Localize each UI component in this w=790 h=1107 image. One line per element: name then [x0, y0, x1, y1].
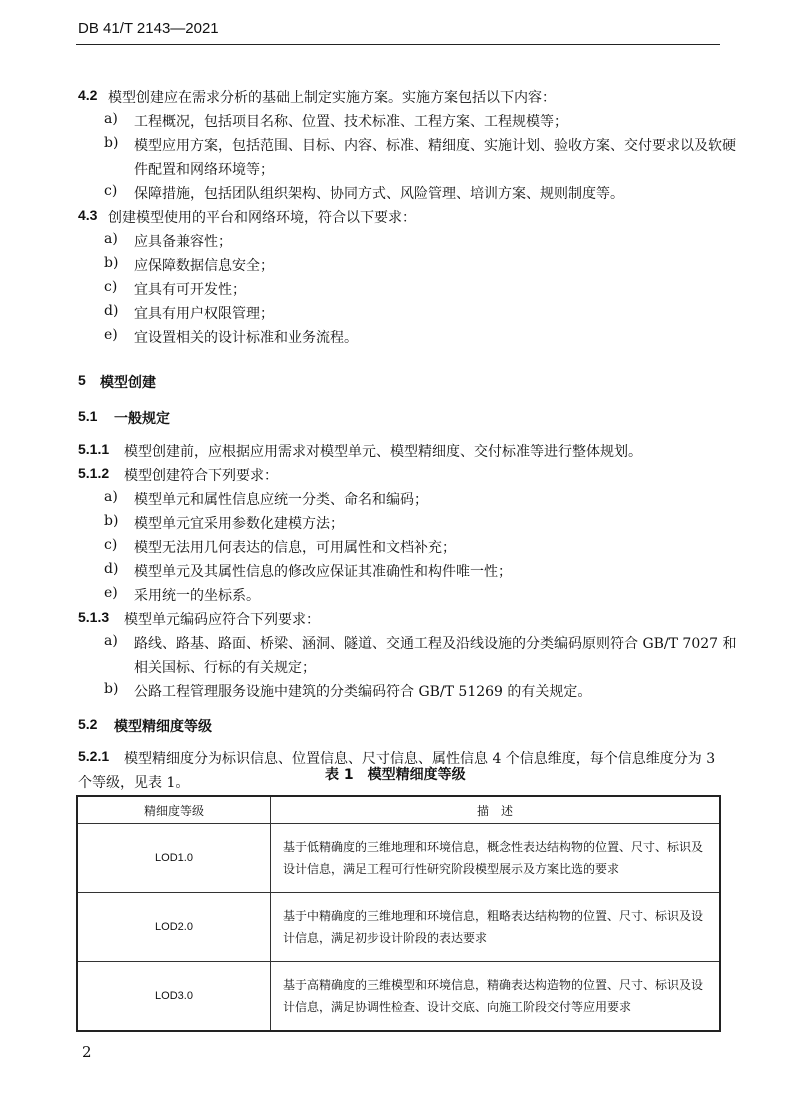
- section-title: 一般规定: [114, 411, 170, 427]
- lod-level: LOD2.0: [77, 893, 271, 962]
- table-caption: 表 1 模型精细度等级: [325, 767, 466, 783]
- table-header-row: [77, 796, 720, 824]
- page-number: 2: [82, 1043, 92, 1061]
- list-label: d): [104, 561, 119, 577]
- list-label: b): [104, 513, 119, 529]
- lod-table: [76, 795, 721, 1032]
- column-header-description: 描 述: [271, 796, 721, 824]
- list-item: 宜设置相关的设计标准和业务流程。: [134, 330, 358, 346]
- list-item: 模型应用方案，包括范围、目标、内容、标准、精细度、实施计划、验收方案、交付要求以及软硬: [134, 138, 736, 154]
- lod-description: 基于高精确度的三维模型和环境信息，精确表达构造物的位置、尺寸、标识及设计信息，满足协调性检查、设计交底、向施工阶段交付等应用要求: [271, 962, 721, 1032]
- list-item: 模型单元宜采用参数化建模方法；: [134, 516, 344, 532]
- list-item: 工程概况，包括项目名称、位置、技术标准、工程方案、工程规模等；: [134, 114, 568, 130]
- section-number: 5.1: [78, 408, 98, 424]
- list-label: a): [104, 111, 118, 127]
- list-item: 宜具有用户权限管理；: [134, 306, 274, 322]
- list-label: a): [104, 633, 118, 649]
- lod-description: 基于中精确度的三维地理和环境信息，粗略表达结构物的位置、尺寸、标识及设计信息，满足初步设计阶段的表达要求: [271, 893, 721, 962]
- list-item: 应保障数据信息安全；: [134, 258, 274, 274]
- list-label: b): [104, 135, 119, 151]
- clause-text: 创建模型使用的平台和网络环境，符合以下要求：: [108, 210, 416, 226]
- list-item: 保障措施，包括团队组织架构、协同方式、风险管理、培训方案、规则制度等。: [134, 186, 624, 202]
- list-item: 路线、路基、路面、桥梁、涵洞、隧道、交通工程及沿线设施的分类编码原则符合 GB/T 7027 和: [134, 636, 737, 652]
- table-row: [77, 893, 720, 962]
- clause-text: 模型精细度分为标识信息、位置信息、尺寸信息、属性信息 4 个信息维度，每个信息维度分为 3: [124, 751, 716, 767]
- clause-text: 模型单元编码应符合下列要求：: [124, 612, 320, 628]
- list-item: 模型单元及其属性信息的修改应保证其准确性和构件唯一性；: [134, 564, 512, 580]
- lod-level: LOD1.0: [77, 824, 271, 893]
- clause-number: 5.1.1: [78, 441, 110, 457]
- chapter-title: 模型创建: [100, 375, 156, 391]
- clause-text: 模型创建前，应根据应用需求对模型单元、模型精细度、交付标准等进行整体规划。: [124, 444, 642, 460]
- table-row: [77, 962, 720, 1032]
- list-label: d): [104, 303, 119, 319]
- clause-number: 4.3: [78, 207, 98, 223]
- list-label: c): [104, 537, 118, 553]
- column-header-level: 精细度等级: [77, 796, 271, 824]
- list-label: a): [104, 231, 118, 247]
- clause-text-continuation: 个等级，见表 1。: [78, 775, 190, 791]
- clause-text: 模型创建符合下列要求：: [124, 468, 278, 484]
- list-item-continuation: 相关国标、行标的有关规定；: [134, 660, 316, 676]
- list-label: a): [104, 489, 118, 505]
- list-label: e): [104, 585, 118, 601]
- list-item-continuation: 件配置和网络环境等；: [134, 162, 274, 178]
- list-label: b): [104, 255, 119, 271]
- clause-number: 5.1.3: [78, 609, 110, 625]
- section-title: 模型精细度等级: [114, 719, 212, 735]
- list-label: b): [104, 681, 119, 697]
- chapter-number: 5: [78, 372, 86, 388]
- section-number: 5.2: [78, 716, 98, 732]
- standard-number: DB 41/T 2143—2021: [78, 20, 219, 37]
- list-item: 模型单元和属性信息应统一分类、命名和编码；: [134, 492, 428, 508]
- clause-number: 5.2.1: [78, 748, 110, 764]
- clause-text: 模型创建应在需求分析的基础上制定实施方案。实施方案包括以下内容：: [108, 90, 556, 106]
- lod-level: LOD3.0: [77, 962, 271, 1032]
- list-item: 应具备兼容性；: [134, 234, 232, 250]
- table-row: [77, 824, 720, 893]
- clause-number: 5.1.2: [78, 465, 110, 481]
- list-item: 采用统一的坐标系。: [134, 588, 260, 604]
- list-label: e): [104, 327, 118, 343]
- header-rule: [76, 44, 720, 45]
- list-label: c): [104, 279, 118, 295]
- list-item: 公路工程管理服务设施中建筑的分类编码符合 GB/T 51269 的有关规定。: [134, 684, 592, 700]
- list-item: 宜具有可开发性；: [134, 282, 246, 298]
- clause-number: 4.2: [78, 87, 98, 103]
- list-label: c): [104, 183, 118, 199]
- list-item: 模型无法用几何表达的信息，可用属性和文档补充；: [134, 540, 456, 556]
- lod-description: 基于低精确度的三维地理和环境信息，概念性表达结构物的位置、尺寸、标识及设计信息，满足工程可行性研究阶段模型展示及方案比选的要求: [271, 824, 721, 893]
